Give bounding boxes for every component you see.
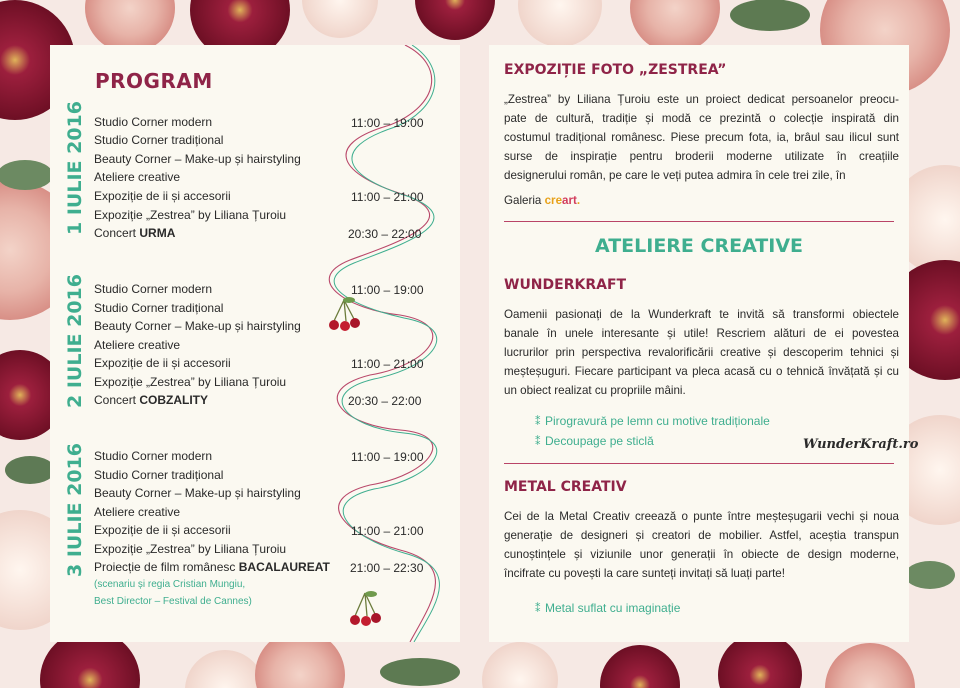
event-row: Expoziție „Zestrea” by Liliana Țuroiu <box>94 542 287 556</box>
event-time: 20:30 – 22:00 <box>348 227 422 241</box>
day-label-2: 2 IULIE 2016 <box>64 274 86 408</box>
program-panel <box>50 45 460 642</box>
divider <box>504 463 894 464</box>
expo-title: EXPOZIȚIE FOTO „ZESTREA” <box>504 62 727 78</box>
divider <box>504 221 894 222</box>
event-time: 11:00 – 21:00 <box>351 357 424 371</box>
event-row: Expoziție de ii și accesorii <box>94 523 231 537</box>
program-title: PROGRAM <box>95 69 213 93</box>
wunderkraft-title: WUNDERKRAFT <box>504 277 627 293</box>
event-time: 21:00 – 22:30 <box>350 561 424 575</box>
event-row: Expoziție de ii și accesorii <box>94 189 231 203</box>
event-row: Beauty Corner – Make-up și hairstyling <box>94 319 301 333</box>
event-row: Studio Corner tradițional <box>94 133 224 147</box>
day-label-3: 3 IULIE 2016 <box>64 443 86 577</box>
event-row: Ateliere creative <box>94 170 181 184</box>
event-note: (scenariu și regia Cristian Mungiu, <box>94 579 246 590</box>
bullet-icon: ⁑ <box>535 416 541 428</box>
event-row: Studio Corner modern <box>94 282 213 296</box>
bullet-icon: ⁑ <box>535 603 541 615</box>
cherry-icon <box>324 295 364 335</box>
event-row: Beauty Corner – Make-up și hairstyling <box>94 152 301 166</box>
event-row: Concert COBZALITY <box>94 393 209 407</box>
event-row: Beauty Corner – Make-up și hairstyling <box>94 486 301 500</box>
event-row: Expoziție „Zestrea” by Liliana Țuroiu <box>94 375 287 389</box>
event-row: Ateliere creative <box>94 505 181 519</box>
event-row: Studio Corner modern <box>94 115 213 129</box>
cherry-icon <box>345 590 385 630</box>
list-item: ⁑ Decoupage pe sticlă <box>535 434 654 448</box>
event-row: Studio Corner tradițional <box>94 301 224 315</box>
event-row: Studio Corner tradițional <box>94 468 224 482</box>
list-item: ⁑ Metal suflat cu imaginație <box>535 601 681 615</box>
day-label-1: 1 IULIE 2016 <box>64 101 86 235</box>
event-row: Concert URMA <box>94 226 176 240</box>
event-row: Proiecție de film românesc BACALAUREAT <box>94 560 330 574</box>
event-time: 11:00 – 19:00 <box>351 283 424 297</box>
event-time: 11:00 – 19:00 <box>351 450 424 464</box>
creart-logo: creart. <box>544 194 581 207</box>
event-time: 11:00 – 19:00 <box>351 116 424 130</box>
bullet-icon: ⁑ <box>535 436 541 448</box>
info-panel: EXPOZIȚIE FOTO „ZESTREA” „Zestrea” by Liliana Țuroiu este un proiect dedicat persoanelor preocu- pate de cultură, tradiție și modă ce prezintă o colecție inspirată din costumul tradițional românesc. Piese precum fota, ia, brâul sau ilicul sunt surse de inspirație pentru broderii moderne utilizate în creațiile designerului român, pe care le veți putea admira în cele trei zile, în Galeria creart. ATELIERE CREATIVE WUNDERKRAFT Oamenii pasionați de la Wunderkraft te invită să transformi obiectele banale în unele interesante și utile! Rescriem alături de ei povestea lucrurilor prin perspectiva revalorificării creative și descoperim tehnici și meșteșuguri. Fiecare participant va pleca acasă cu o tehnică învățată și cu un obiect realizat cu propriile mâini. ⁑ Pirogravură pe lemn cu motive tradiționale ⁑ Decoupage pe sticlă WunderKraft.ro METAL CREATIV Cei de la Metal Creativ creează o punte între meșteșugarii vechi și noua generație de designeri și creatori de mobilier. Astfel, aceștia transpun cunoștințele și viziunile unor generații în obiecte de design moderne, încifrate cu povești la care sunteți invitați să luați parte! ⁑ Metal suflat cu imaginație <box>489 45 909 642</box>
event-time: 11:00 – 21:00 <box>351 190 424 204</box>
event-time: 11:00 – 21:00 <box>351 524 424 538</box>
event-row: Expoziție de ii și accesorii <box>94 356 231 370</box>
ateliere-title: ATELIERE CREATIVE <box>594 235 804 257</box>
list-item: ⁑ Pirogravură pe lemn cu motive tradiționale <box>535 414 770 428</box>
event-time: 20:30 – 22:00 <box>348 394 422 408</box>
event-row: Ateliere creative <box>94 338 181 352</box>
metal-title: METAL CREATIV <box>504 479 627 495</box>
event-note: Best Director – Festival de Cannes) <box>94 596 252 607</box>
wunderkraft-logo: WunderKraft.ro <box>803 437 919 452</box>
event-row: Expoziție „Zestrea” by Liliana Țuroiu <box>94 208 287 222</box>
event-row: Studio Corner modern <box>94 449 213 463</box>
gallery-line: Galeria creart. <box>504 194 581 207</box>
